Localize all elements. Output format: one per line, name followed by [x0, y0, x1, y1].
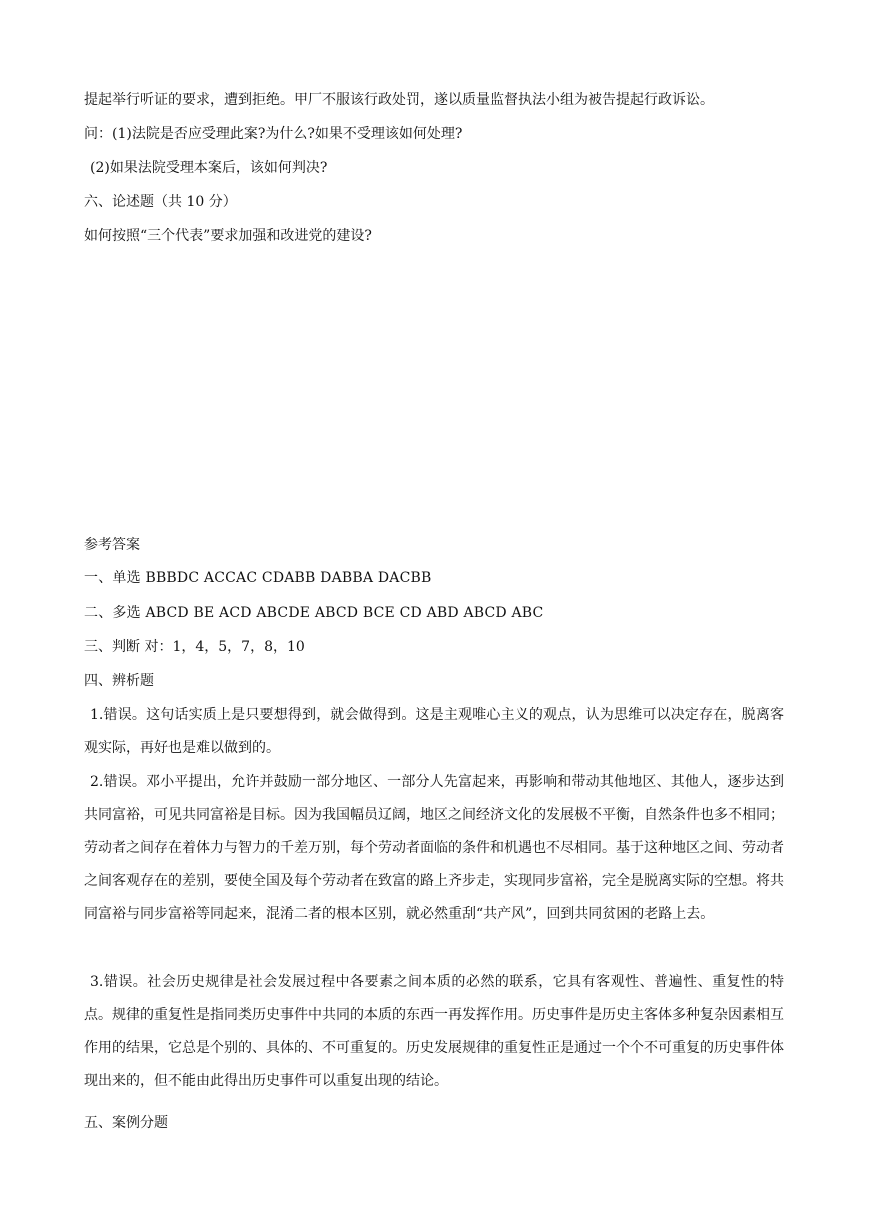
case-text-tail: 提起举行听证的要求，遭到拒绝。甲厂不服该行政处罚，遂以质量监督执法小组为被告提起行政诉讼。 [84, 92, 714, 108]
section-6-question: 如何按照“三个代表”要求加强和改进党的建设? [84, 228, 372, 244]
analysis-answer-1: 1.错误。这句话实质上是只要想得到，就会做得到。这是主观唯心主义的观点，认为思维可以决定存在，脱离客观实际，再好也是难以做到的。 [84, 707, 784, 756]
case-heading: 五、案例分题 [84, 1115, 168, 1131]
analysis-answer-2: 2.错误。邓小平提出，允许并鼓励一部分地区、一部分人先富起来，再影响和带动其他地区、其他人，逐步达到共同富裕，可见共同富裕是目标。因为我国幅员辽阔，地区之间经济文化的发展极不平衡，自然条件也多不相同；劳动者之间存在着体力与智力的千差万别，每个劳动者面临的条件和机遇也不尽相同。基于这种地区之间、劳动者之间客观存在的差别，要使全国及每个劳动者在致富的路上齐步走，实现同步富裕，完全是脱离实际的空想。将共同富裕与同步富裕等同起来，混淆二者的根本区别，就必然重刮“共产风”，回到共同贫困的老路上去。 [84, 774, 784, 922]
answers-title: 参考答案 [84, 537, 140, 553]
answers-single-choice: 一、单选 BBBDC ACCAC CDABB DABBA DACBB [84, 570, 432, 586]
case-question-2: (2)如果法院受理本案后，该如何判决? [90, 160, 328, 176]
answers-true-false: 三、判断 对：1，4，5，7，8，10 [84, 639, 305, 655]
case-question-1: 问：(1)法院是否应受理此案?为什么?如果不受理该如何处理? [84, 126, 463, 142]
answers-multiple-choice: 二、多选 ABCD BE ACD ABCDE ABCD BCE CD ABD ABCD ABC [84, 605, 544, 621]
section-6-heading: 六、论述题（共 10 分） [84, 194, 237, 210]
analysis-answer-3: 3.错误。社会历史规律是社会发展过程中各要素之间本质的必然的联系，它具有客观性、普遍性、重复性的特点。规律的重复性是指同类历史事件中共同的本质的东西一再发挥作用。历史事件是历史主客体多种复杂因素相互作用的结果，它总是个别的、具体的、不可重复的。历史发展规律的重复性正是通过一个个不可重复的历史事件体现出来的，但不能由此得出历史事件可以重复出现的结论。 [84, 974, 784, 1089]
analysis-heading: 四、辨析题 [84, 673, 154, 689]
